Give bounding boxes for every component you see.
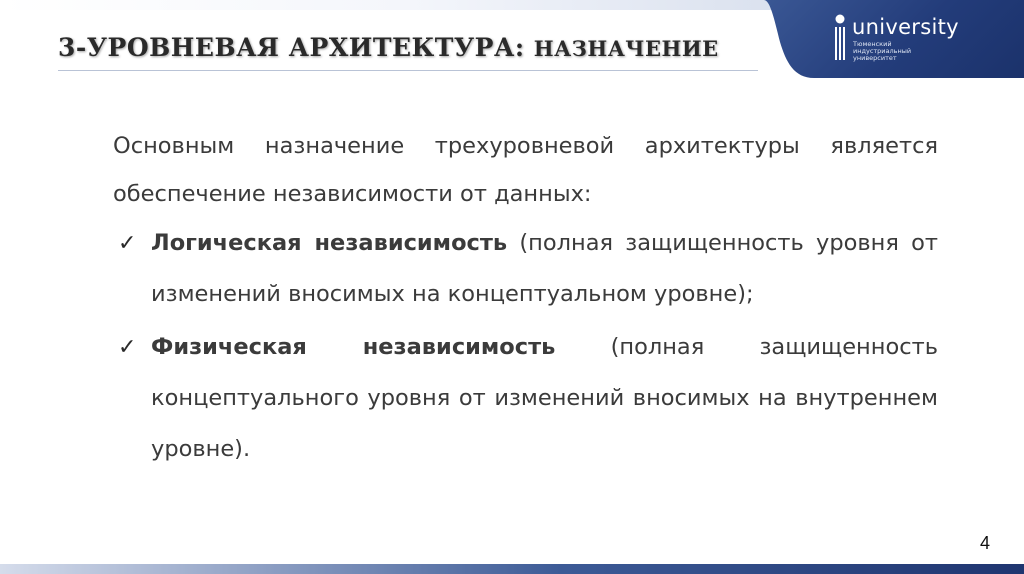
- logo-sub-line: университет: [853, 54, 897, 62]
- slide-title: [58, 33, 719, 62]
- bullet-list: [113, 218, 938, 475]
- page-number: 4: [980, 533, 991, 553]
- title-underline: [58, 70, 758, 71]
- title-main: 3-УРОВНЕВАЯ АРХИТЕКТУРА:: [58, 33, 525, 62]
- bullet-item-physical: [113, 322, 938, 475]
- bullet-item-logical: [113, 218, 938, 320]
- logo-sub-line: индустриальный: [853, 47, 912, 55]
- title-sub: НАЗНАЧЕНИЕ: [533, 36, 719, 61]
- university-logo: [833, 12, 983, 66]
- university-logo-icon: [833, 14, 847, 60]
- check-mark-icon: ✓: [118, 335, 137, 360]
- bottom-decor-band: [0, 564, 1024, 574]
- bullet-text: (полная защищенность уровня от изменений вносимых на концептуальном уровне);: [151, 230, 938, 307]
- logo-sub-line: Тюменский: [853, 40, 892, 48]
- slide-body: [113, 122, 938, 475]
- intro-paragraph: Основным назначение трехуровневой архитектуры является обеспечение независимости от данных:: [113, 133, 938, 207]
- check-mark-icon: ✓: [118, 231, 137, 256]
- logo-subtitle: [853, 41, 953, 62]
- logo-wordmark: university: [852, 15, 959, 39]
- bullet-term: Физическая независимость: [151, 334, 556, 360]
- bullet-text: (полная защищенность концептуального уровня от изменений вносимых на внутреннем уровне).: [151, 334, 938, 462]
- bullet-term: Логическая независимость: [151, 230, 508, 256]
